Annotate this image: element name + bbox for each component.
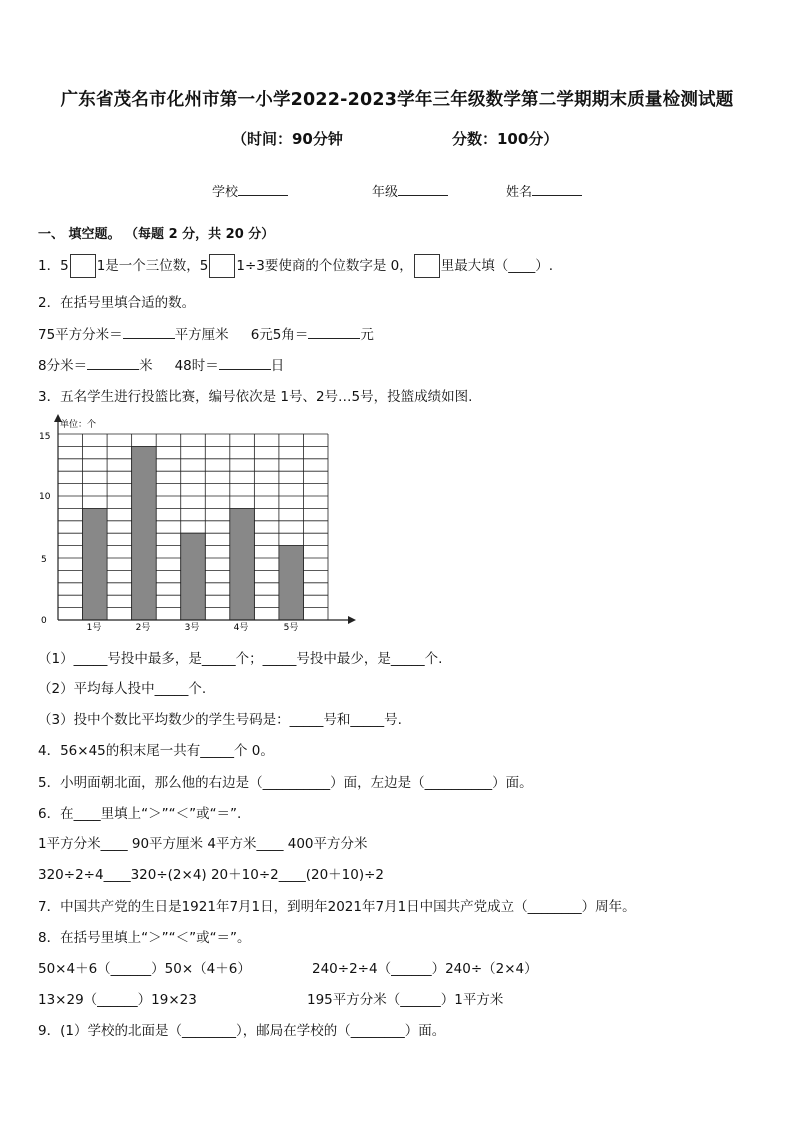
x-tick-label: 5号 [283, 623, 299, 633]
question-2-line-1: 75平方分米＝ 平方厘米 6元5角＝ 元 [38, 323, 374, 343]
question-6: 6．在____里填上“＞”“＜”或“＝”. [38, 806, 242, 822]
question-8-d: 195平方分米（______）1平方米 [307, 992, 504, 1008]
chart-unit-label: 单位：个 [60, 420, 97, 430]
y-tick-label: 5 [41, 555, 47, 565]
question-9: 9．(1）学校的北面是（________），邮局在学校的（________）面。 [38, 1023, 446, 1039]
question-3-part-2: （2）平均每人投中_____个. [38, 681, 207, 697]
question-3: 3．五名学生进行投篮比赛，编号依次是 1号、2号…5号，投篮成绩如图. [38, 389, 473, 405]
bar-2号 [132, 446, 157, 620]
question-3-part-1: （1）_____号投中最多，是_____个；_____号投中最少，是_____个. [38, 651, 443, 667]
answer-box[interactable] [70, 254, 96, 278]
x-tick-label: 3号 [184, 623, 200, 633]
answer-box[interactable] [414, 254, 440, 278]
question-7: 7．中国共产党的生日是1921年7月1日，到明年2021年7月1日中国共产党成立（________）周年。 [38, 899, 636, 915]
exam-time: （时间：90分钟 [232, 130, 343, 148]
question-2: 2．在括号里填合适的数。 [38, 295, 196, 311]
bar-4号 [230, 508, 255, 620]
x-tick-label: 1号 [86, 623, 102, 633]
bar-chart [30, 412, 365, 637]
section-heading: 一、 填空题。 （每题 2 分，共 20 分） [38, 227, 275, 242]
question-2-line-2: 8分米＝ 米 48时＝ 日 [38, 354, 284, 374]
question-8-a: 50×4＋6（______）50×（4＋6） [38, 961, 251, 977]
question-1: 1．5 1是一个三位数，5 1÷3要使商的个位数字是 0， 里最大填（____）. [38, 254, 553, 278]
x-tick-label: 4号 [233, 623, 249, 633]
question-4: 4．56×45的积末尾一共有_____个 0。 [38, 743, 274, 759]
page-title: 广东省茂名市化州市第一小学2022-2023学年三年级数学第二学期期末质量检测试题 [60, 90, 734, 110]
y-tick-label: 0 [41, 616, 47, 626]
question-6-line-2: 320÷2÷4____320÷(2×4) 20＋10÷2____(20＋10)÷2 [38, 867, 385, 883]
school-field[interactable]: 学校 [212, 181, 288, 200]
y-tick-label: 15 [39, 432, 51, 442]
x-axis-arrow [348, 616, 356, 624]
question-5: 5．小明面朝北面，那么他的右边是（__________）面，左边是（__________）面。 [38, 775, 533, 791]
bar-3号 [181, 533, 206, 620]
x-tick-label: 2号 [135, 623, 151, 633]
question-8-c: 13×29（______）19×23 [38, 992, 197, 1008]
bar-1号 [83, 508, 108, 620]
question-6-line-1: 1平方分米____ 90平方厘米 4平方米____ 400平方分米 [38, 836, 368, 852]
question-8-b: 240÷2÷4（______）240÷（2×4） [312, 961, 538, 977]
answer-box[interactable] [209, 254, 235, 278]
question-3-part-3: （3）投中个数比平均数少的学生号码是：_____号和_____号. [38, 712, 402, 728]
grade-field[interactable]: 年级 [372, 181, 448, 200]
name-field[interactable]: 姓名 [506, 181, 582, 200]
question-8: 8．在括号里填上“＞”“＜”或“＝”。 [38, 930, 251, 946]
exam-score: 分数：100分） [452, 130, 559, 148]
y-tick-label: 10 [39, 492, 51, 502]
bar-5号 [279, 546, 304, 620]
